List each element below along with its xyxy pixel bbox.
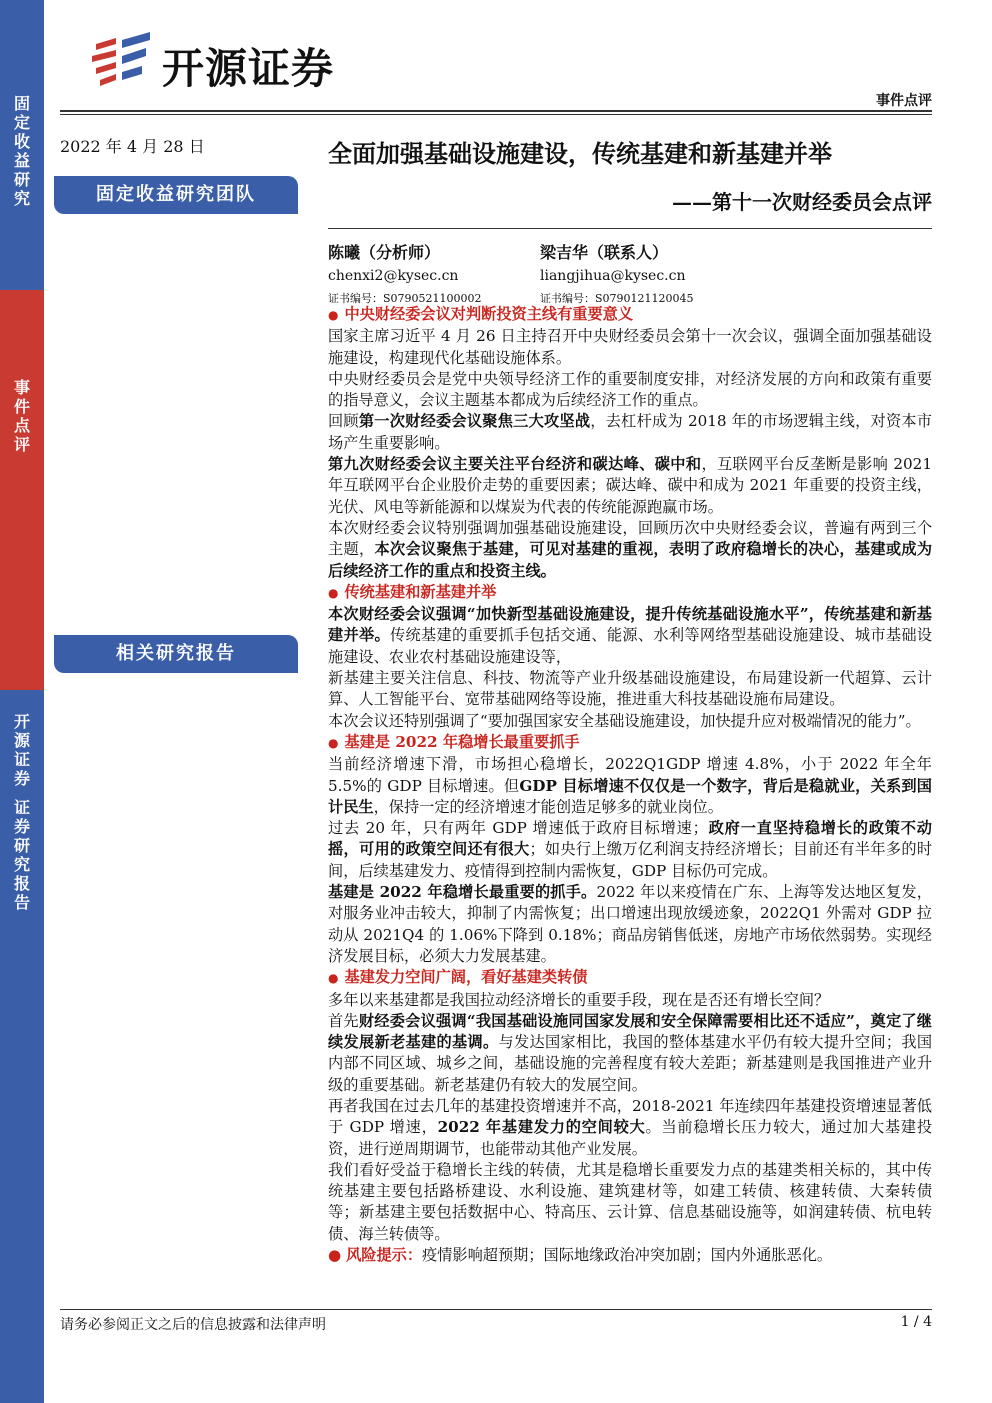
text-run: 当前经济增速下滑，市场担心稳增长，2022Q1GDP 增速 4.8%，小于 2022 年全年 5.5%的 GDP 目标增速。但 [328, 755, 932, 795]
logo-mark-icon [86, 30, 156, 90]
paragraph [328, 454, 932, 518]
text-run: 本次财经委会议特别强调加强基础设施建设，回顾历次中央财经委会议，普遍有两到三个主题， [328, 518, 932, 559]
analyst-name: 陈曦（分析师） [328, 243, 441, 262]
related-reports-label: 相关研究报告 [54, 635, 298, 673]
text-run: 2022 年以来疫情在广东、上海等发达地区复发，对服务业冲击较大，抑制了内需恢复；出口增速出现放缓迹象，2022Q1 外需对 GDP 拉动从 2021Q4 的 1.06%下降到 0.18%；商品房销售低迷，房地产市场依然弱势。实现经济发展目标，必须大力发展基建。 [328, 883, 932, 965]
text-run: 过去 20 年，只有两年 GDP 增速低于政府目标增速； [328, 819, 708, 838]
risk-note [328, 1245, 932, 1266]
bold-text-run: 政府一直坚持稳增长的政策不动摇，可用的政策空间还有很大 [328, 819, 932, 859]
title-divider [328, 228, 932, 229]
text-run: ，保持一定的经济增速才能创造足够多的就业岗位。 [373, 797, 723, 816]
header-divider-thin [60, 114, 932, 115]
section-heading: ● 中央财经委会议对判断投资主线有重要意义 [328, 304, 932, 326]
footer-divider [60, 1309, 932, 1310]
paragraph [328, 668, 932, 711]
text-run: 。当前稳增长压力较大，通过加大基建投资，进行逆周期调节，也能带动其他产业发展。 [328, 1118, 933, 1158]
paragraph [328, 1160, 932, 1245]
bold-text-run: 基建是 2022 年稳增长最重要的抓手。 [328, 883, 597, 902]
page-number: 1 / 4 [900, 1314, 932, 1330]
text-run: 首先 [328, 1011, 359, 1030]
analyst-cert: 证书编号：S0790521100002 [328, 292, 482, 305]
report-subtitle: ——第十一次财经委员会点评 [672, 190, 932, 214]
analyst-email: liangjihua@kysec.cn [540, 268, 686, 284]
paragraph [328, 604, 932, 668]
paragraph [328, 1096, 932, 1160]
header-divider [60, 110, 932, 112]
text-run: 传统基建的重要抓手包括交通、能源、水利等网络型基础设施建设、城市基础设施建设、农业农村基础设施建设等， [328, 626, 933, 666]
text-run: 我们看好受益于稳增长主线的转债，尤其是稳增长重要发力点的基建类相关标的，其中传统基建主要包括路桥建设、水利设施、建筑建材等，如建工转债、核建转债、大秦转债等；新基建主要包括数据中心、特高压、云计算、信息基础设施等，如润建转债、杭电转债、海兰转债等。 [328, 1160, 932, 1243]
analyst-card [540, 240, 694, 306]
text-run: 再者我国在过去几年的基建投资增速并不高，2018-2021 年连续四年基建投资增速显著低于 GDP 增速， [328, 1096, 932, 1137]
paragraph [328, 711, 932, 732]
sidebar-bottom-label: 开 源 证 券 证 券 研 究 报 告 [13, 712, 30, 912]
analyst-name: 梁吉华（联系人） [540, 243, 669, 262]
section-heading: ● 基建是 2022 年稳增长最重要抓手 [328, 732, 932, 754]
risk-label: 风险提示： [346, 1246, 423, 1265]
sidebar-top-label: 固 定 收 益 研 究 [13, 94, 30, 208]
analyst-cert: 证书编号：S0790121120045 [540, 292, 694, 305]
text-run: 国家主席习近平 4 月 26 日主持召开中央财经委员会第十一次会议，强调全面加强基础设施建设，构建现代化基础设施体系。 [328, 327, 932, 367]
text-run: ，互联网平台反垄断是影响 2021 年互联网平台企业股价走势的重要因素；碳达峰、碳中和成为 2021 年重要的投资主线，光伏、风电等新能源和以煤炭为代表的传统能源跑赢市场。 [328, 455, 933, 516]
paragraph [328, 411, 932, 454]
paragraph [328, 990, 932, 1011]
paragraph [328, 326, 932, 369]
risk-text: 疫情影响超预期；国际地缘政治冲突加剧；国内外通胀恶化。 [422, 1246, 833, 1265]
text-run: 多年以来基建都是我国拉动经济增长的重要手段，现在是否还有增长空间？ [328, 990, 830, 1009]
bold-text-run: 第九次财经委会议主要关注平台经济和碳达峰、碳中和 [328, 455, 702, 474]
paragraph [328, 518, 932, 582]
text-run: 新基建主要关注信息、科技、物流等产业升级基础设施建设，布局建设新一代超算、云计算、人工智能平台、宽带基础网络等设施，推进重大科技基础设施布局建设。 [328, 669, 932, 709]
paragraph [328, 369, 932, 412]
bullet-icon: ● [328, 1246, 347, 1265]
section-heading: ● 传统基建和新基建并举 [328, 582, 932, 604]
paragraph [328, 818, 932, 882]
bold-text-run: 2022 年基建发力的空间较大 [437, 1118, 646, 1137]
analyst-email: chenxi2@kysec.cn [328, 268, 459, 284]
sidebar-middle-label: 事 件 点 评 [13, 378, 30, 454]
report-title: 全面加强基础设施建设，传统基建和新基建并举 [328, 139, 832, 168]
text-run: 本次会议还特别强调了“要加强国家安全基础设施建设，加快提升应对极端情况的能力”。 [328, 711, 921, 730]
bold-text-run: 第一次财经委会议聚焦三大攻坚战 [358, 412, 591, 431]
text-run: 回顾 [328, 412, 359, 431]
brand-name: 开源证券 [162, 44, 335, 93]
text-run: ；如央行上缴万亿利润支持经济增长；目前还有半年多的时间，后续基建发力、疫情得到控制内需恢复，GDP 目标仍可完成。 [328, 840, 933, 880]
text-run: 与发达国家相比，我国的整体基建水平仍有较大提升空间；我国内部不同区域、城乡之间，基础设施的完善程度有较大差距；新基建则是我国推进产业升级的重要基础。新老基建仍有较大的发展空间。 [328, 1033, 933, 1094]
paragraph [328, 882, 932, 967]
paragraph [328, 754, 932, 818]
analyst-card [328, 240, 482, 306]
paragraph [328, 1011, 932, 1096]
report-date: 2022 年 4 月 28 日 [60, 137, 205, 156]
sidebar-middle [0, 290, 44, 690]
bold-text-run: GDP 目标增速不仅仅是一个数字，背后是稳就业，关系到国计民生 [328, 776, 932, 816]
footer-disclaimer: 请务必参阅正文之后的信息披露和法律声明 [60, 1317, 326, 1333]
report-body [328, 304, 932, 1266]
section-heading: ● 基建发力空间广阔，看好基建类转债 [328, 967, 932, 989]
team-label: 固定收益研究团队 [54, 176, 298, 214]
bold-text-run: 本次会议聚焦于基建，可见对基建的重视，表明了政府稳增长的决心，基建或成为后续经济工作的重点和投资主线。 [328, 540, 933, 580]
bold-text-run: 财经委会议强调“我国基础设施同国家发展和安全保障需要相比还不适应”，奠定了继续发展新老基建的基调。 [328, 1011, 932, 1052]
brand-logo [86, 30, 386, 93]
bold-text-run: 本次财经委会议强调“加快新型基础设施建设，提升传统基础设施水平”，传统基建和新基建并举。 [328, 605, 932, 645]
text-run: ，去杠杆成为 2018 年的市场逻辑主线，对资本市场产生重要影响。 [328, 412, 932, 452]
report-type-tag: 事件点评 [876, 93, 932, 109]
text-run: 中央财经委员会是党中央领导经济工作的重要制度安排，对经济发展的方向和政策有重要的指导意义，会议主题基本都成为后续经济工作的重点。 [328, 369, 932, 410]
